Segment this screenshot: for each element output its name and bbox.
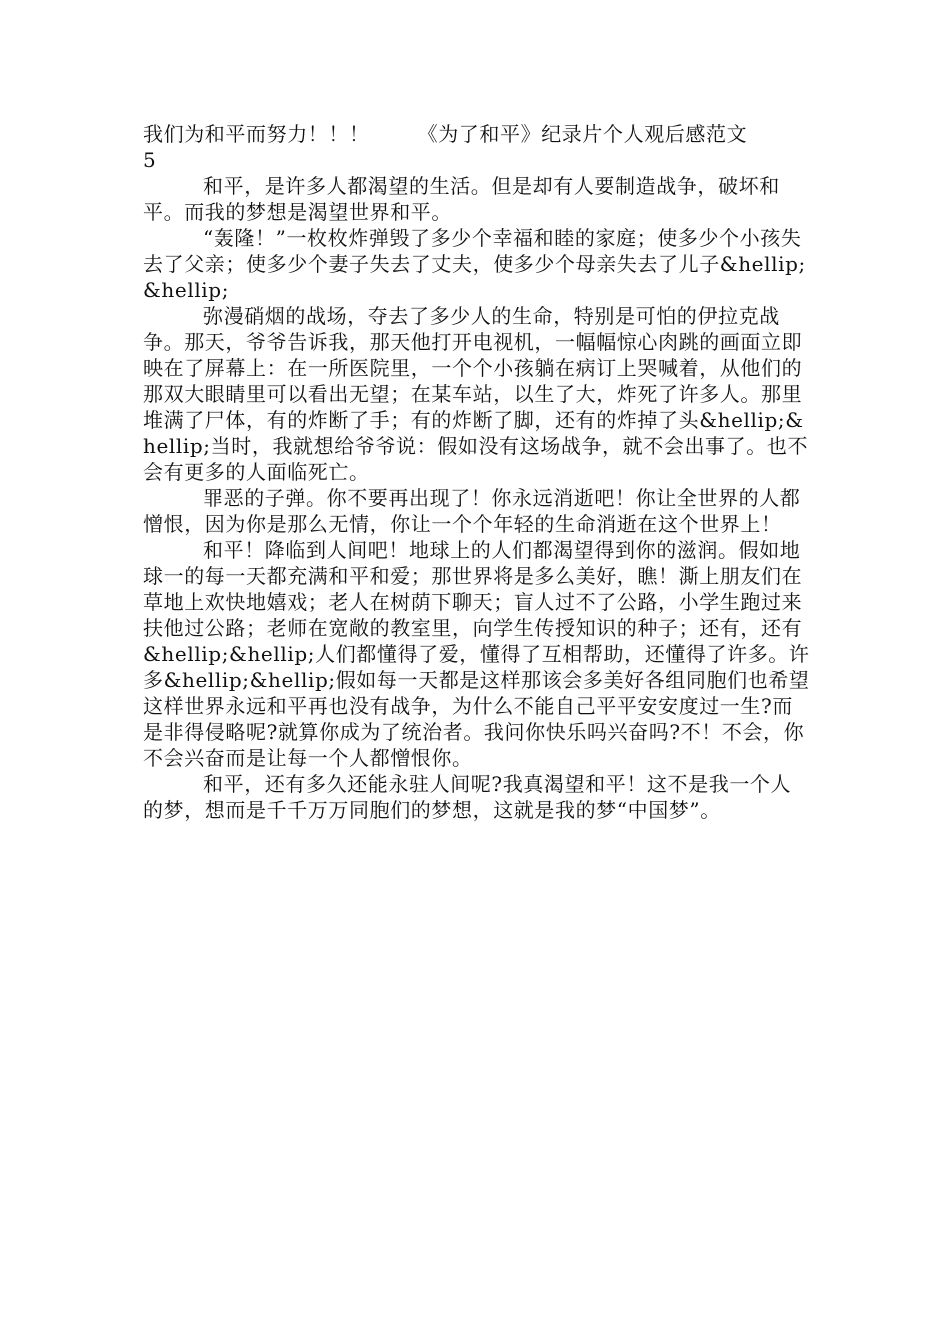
paragraph-6: 和平，还有多久还能永驻人间呢?我真渴望和平！这不是我一个人的梦，想而是千千万万同胞们的梦想，这就是我的梦“中国梦”。: [143, 772, 792, 822]
document-body: [143, 121, 810, 823]
paragraph-5: 和平！降临到人间吧！地球上的人们都渴望得到你的滋润。假如地球一的每一天都充满和平和爱；那世界将是多么美好，瞧！澌上朋友们在草地上欢快地嬉戏；老人在树荫下聊天；盲人过不了公路，小学生跑过来扶他过公路；老师在宽敞的教室里，向学生传授知识的种子；还有，还有&hellip;&hellip;人们都懂得了爱，懂得了互相帮助，还懂得了许多。许多&hellip;&hellip;假如每一天都是这样那该会多美好各组同胞们也希望这样世界永远和平再也没有战争，为什么不能自己平平安安度过一生?而是非得侵略呢?就算你成为了统治者。我问你快乐吗兴奋吗?不！不会，你不会兴奋而是让每一个人都憎恨你。: [143, 538, 810, 770]
paragraph-2: “轰隆！”一枚枚炸弹毁了多少个幸福和睦的家庭；使多少个小孩失去了父亲；使多少个妻子失去了丈夫，使多少个母亲失去了儿子&hellip;&hellip;: [143, 226, 806, 302]
document-heading: [143, 121, 810, 173]
heading-title-text: 《为了和平》纪录片个人观后感范文: [417, 122, 748, 146]
paragraph-1: 和平，是许多人都渴望的生活。但是却有人要制造战争，破坏和平。而我的梦想是渴望世界和平。: [143, 174, 780, 224]
paragraph-4: 罪恶的子弹。你不要再出现了！你永远消逝吧！你让全世界的人都憎恨，因为你是那么无情，你让一个个年轻的生命消逝在这个世界上！: [143, 486, 801, 536]
heading-left-text: 我们为和平而努力！！！: [143, 122, 370, 146]
heading-number: 5: [143, 148, 157, 172]
paragraph-3: 弥漫硝烟的战场，夺去了多少人的生命，特别是可怕的伊拉克战争。那天，爷爷告诉我，那天他打开电视机，一幅幅惊心肉跳的画面立即映在了屏幕上：在一所医院里，一个个小孩躺在病订上哭喊着，从他们的那双大眼睛里可以看出无望；在某车站，以生了大，炸死了许多人。那里堆满了尸体，有的炸断了手；有的炸断了脚，还有的炸掉了头&hellip;&hellip;当时，我就想给爷爷说：假如没有这场战争，就不会出事了。也不会有更多的人面临死亡。: [143, 304, 809, 484]
